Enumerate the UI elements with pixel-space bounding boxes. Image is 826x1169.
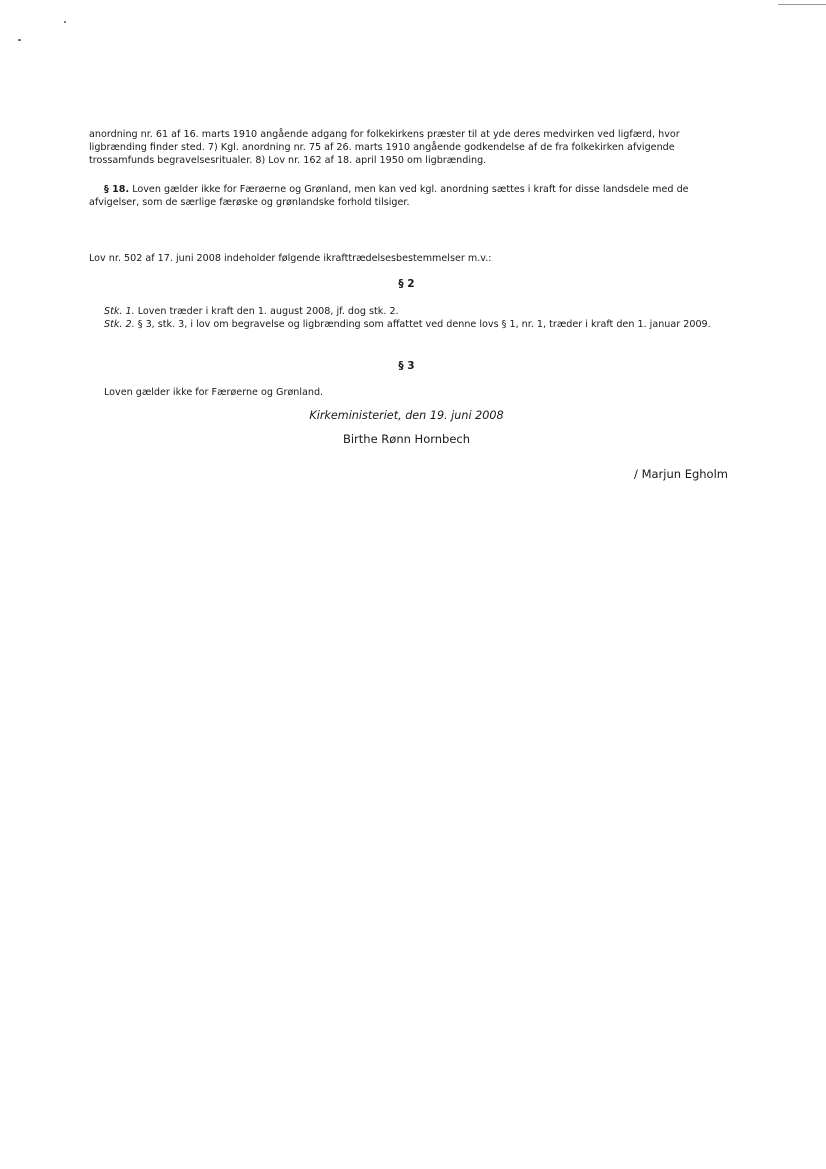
amendment-intro: Lov nr. 502 af 17. juni 2008 indeholder følgende ikrafttrædelsesbestemmelser m.v.: — [89, 253, 492, 264]
signature-place-date: Kirkeministeriet, den 19. juni 2008 — [309, 409, 504, 422]
stk-2-label: Stk. 2. — [104, 319, 135, 330]
stk-1-text: Loven træder i kraft den 1. august 2008, jf. dog stk. 2. — [134, 306, 399, 317]
scan-speck — [18, 39, 21, 41]
scan-speck — [64, 21, 66, 23]
section-2-heading: § 2 — [398, 278, 415, 290]
section-2-stk-2 — [89, 318, 739, 331]
stk-1-label: Stk. 1. — [104, 306, 135, 317]
section-18-text: Loven gælder ikke for Færøerne og Grønland, men kan ved kgl. anordning sættes i kraft for disse landsdele med de afvigelser, som de særlige færøske og grønlandske forhold tilsiger. — [89, 184, 689, 208]
stk-2-text: § 3, stk. 3, i lov om begravelse og ligbrænding som affattet ved denne lovs § 1, nr. 1, træder i kraft den 1. januar 2009. — [134, 319, 711, 330]
section-3-text: Loven gælder ikke for Færøerne og Grønland. — [104, 387, 324, 398]
signature-secondary: / Marjun Egholm — [634, 467, 728, 481]
scan-edge-line — [778, 4, 826, 5]
continuation-paragraph: anordning nr. 61 af 16. marts 1910 angående adgang for folkekirkens præster til at yde deres medvirken ved ligfærd, hvor ligbrænding finder sted. 7) Kgl. anordning nr. 75 af 26. marts 1910 angående godkendelse af de fra folkekirken afvigende trossamfunds begravelsesritualer. 8) Lov nr. 162 af 18. april 1950 om ligbrænding. — [89, 129, 680, 166]
section-2-stk-1 — [89, 305, 739, 318]
section-3-heading: § 3 — [398, 360, 415, 372]
signature-name: Birthe Rønn Hornbech — [342, 432, 471, 446]
section-18-number: § 18. — [104, 184, 130, 195]
section-18-paragraph — [89, 183, 739, 209]
